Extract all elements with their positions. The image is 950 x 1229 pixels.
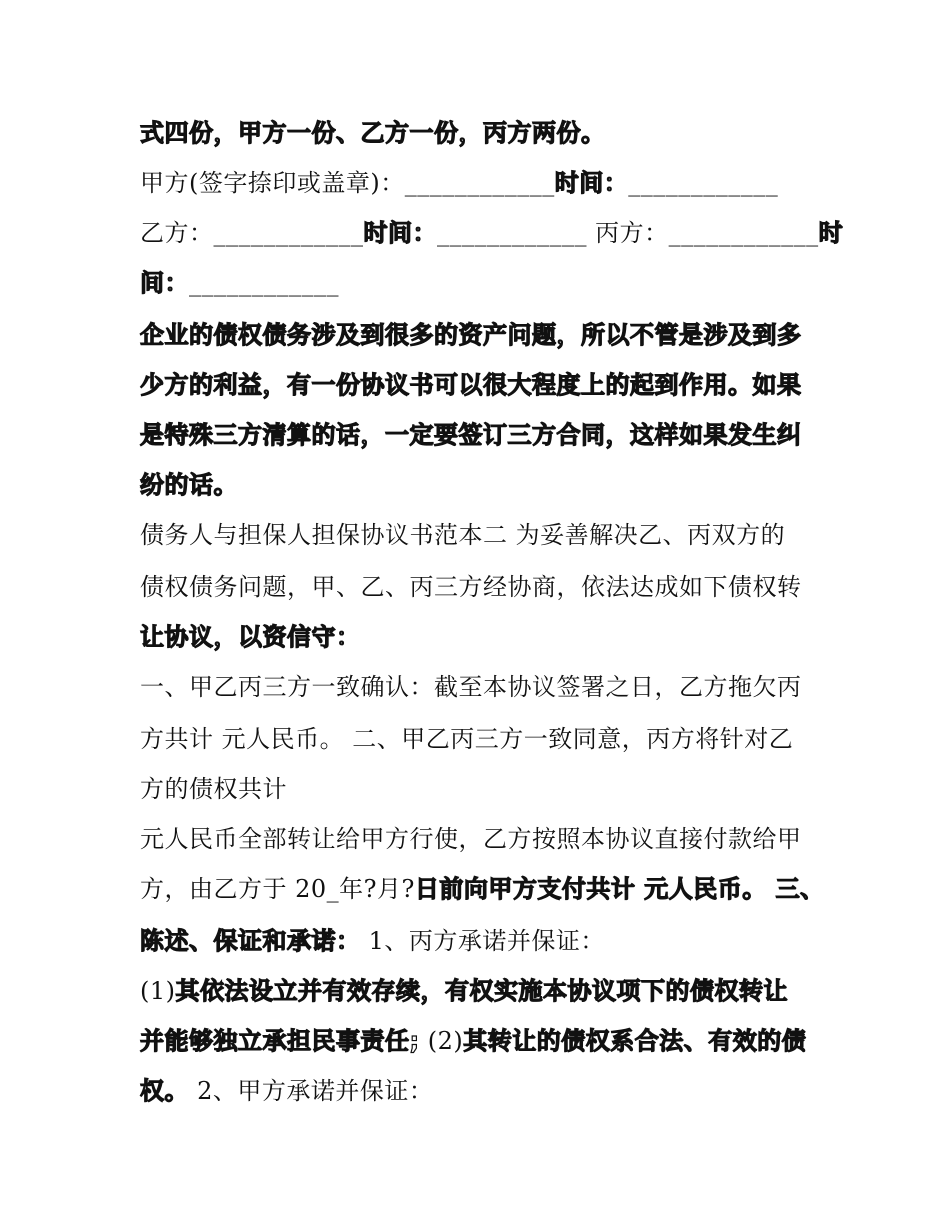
text-segment: 权。 [140, 1077, 189, 1105]
text-segment: 方的债权共计 [140, 775, 287, 803]
text-line [140, 420, 802, 450]
text-segment: 1、丙方承诺并保证： [360, 927, 605, 955]
text-segment: 方共计 元人民币。 二、甲乙丙三方一致同意，丙方将针对乙 [140, 725, 794, 753]
blank-field: ____________ [628, 169, 779, 197]
text-segment: 是特殊三方清算的话，一定要签订三方合同，这样如果发生纠 [140, 421, 802, 449]
text-segment: 式四份，甲方一份、乙方一份，丙方两份。 [140, 119, 606, 147]
text-line [140, 320, 802, 350]
text-line [140, 824, 802, 854]
text-line [140, 118, 606, 148]
text-line [140, 370, 802, 400]
text-segment: 一、甲乙丙三方一致确认：截至本协议签署之日，乙方拖欠丙 [140, 673, 802, 701]
text-segment: 2、甲方承诺并保证： [189, 1077, 434, 1105]
text-line [140, 622, 361, 652]
text-segment: 陈述、保证和承诺： [140, 927, 361, 955]
text-line [140, 572, 802, 602]
text-segment: (1) [140, 977, 176, 1005]
text-segment: 时 [818, 219, 844, 247]
text-line [140, 1026, 806, 1056]
text-segment: 元人民币全部转让给甲方行使，乙方按照本协议直接付款给甲 [140, 825, 802, 853]
text-line-signature-party-b [140, 218, 843, 248]
text-segment: ____________ 丙方： [437, 219, 669, 247]
blank-field: ____________ [668, 219, 819, 247]
text-segment: 债权债务问题，甲、乙、丙三方经协商，依法达成如下债权转 [140, 573, 802, 601]
text-segment: (2) [419, 1027, 464, 1055]
blank-field: ____________ [404, 169, 555, 197]
text-line [140, 926, 605, 956]
text-segment: 让协议，以资信守： [140, 623, 361, 651]
text-line [140, 976, 788, 1006]
text-segment: 间： [140, 269, 189, 297]
text-segment: 债务人与担保人担保协议书范本二 为妥善解决乙、丙双方的 [140, 521, 786, 549]
text-segment: 企业的债权债务涉及到很多的资产问题，所以不管是涉及到多 [140, 321, 802, 349]
blank-field: ____________ [189, 269, 339, 297]
text-segment: 其转让的债权系合法、有效的债 [463, 1027, 807, 1055]
text-line [140, 268, 339, 298]
text-line [140, 470, 238, 500]
text-line [140, 874, 825, 904]
text-line [140, 520, 785, 550]
text-line [140, 1076, 433, 1106]
text-segment: 乙方： [140, 219, 214, 247]
text-segment: 少方的利益，有一份协议书可以很大程度上的起到作用。如果 [140, 371, 802, 399]
blank-field: ____________ [213, 219, 364, 247]
text-segment: 时间： [554, 169, 629, 197]
text-line [140, 672, 802, 702]
text-segment: 时间： [363, 219, 437, 247]
text-segment: 其依法设立并有效存续，有权实施本协议项下的债权转让 [175, 977, 788, 1005]
text-segment: 并能够独立承担民事责任; [140, 1027, 420, 1055]
text-segment: 日前向甲方支付共计 元人民币。 三、 [414, 875, 825, 903]
text-segment: 方，由乙方于 20_年?月? [140, 875, 415, 903]
text-line [140, 724, 793, 754]
text-line [140, 774, 287, 804]
text-segment: 甲方(签字捺印或盖章)： [140, 169, 405, 197]
text-line-signature-party-a [140, 168, 778, 198]
text-segment: 纷的话。 [140, 471, 238, 499]
